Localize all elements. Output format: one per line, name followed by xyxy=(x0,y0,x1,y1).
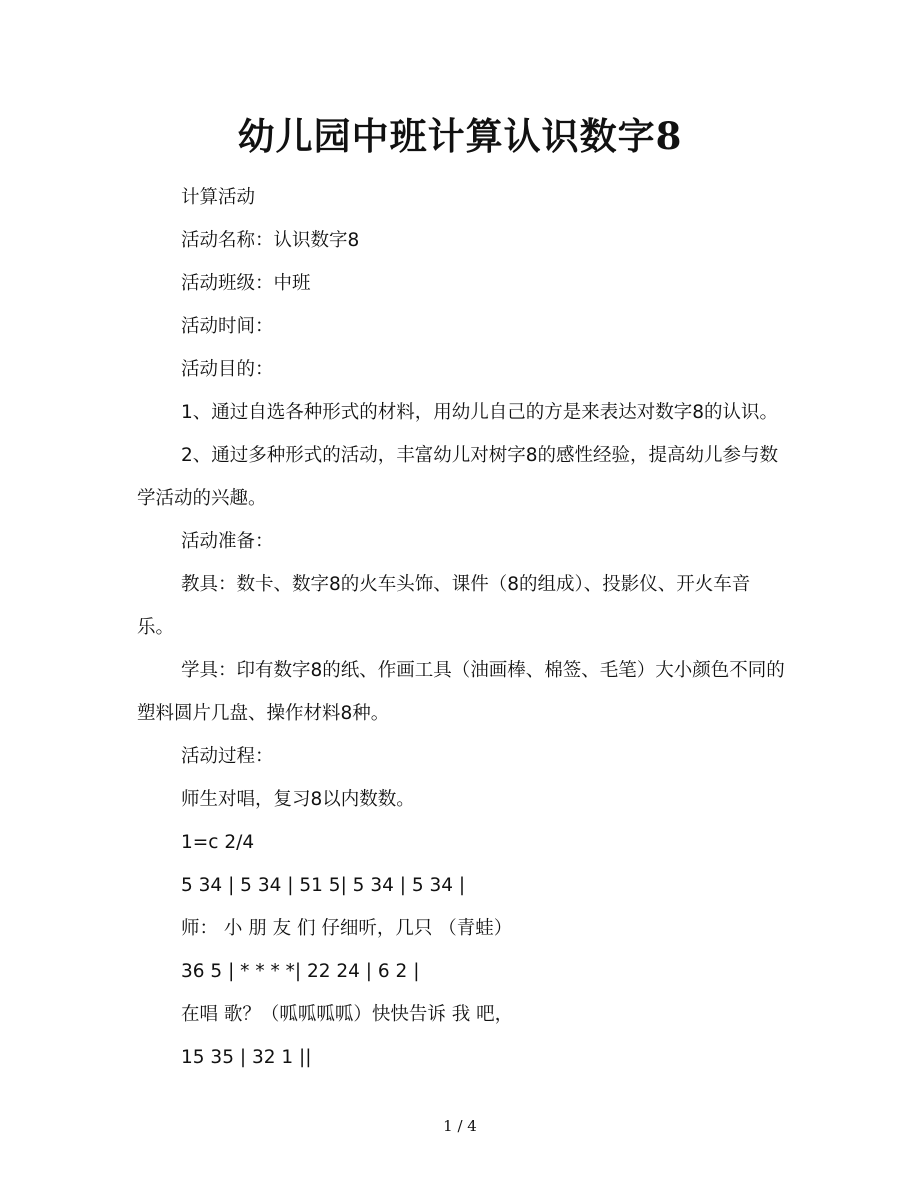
paragraph: 活动过程： xyxy=(181,746,274,767)
paragraph: 计算活动 xyxy=(181,187,256,208)
paragraph: 学具：印有数字8的纸、作画工具（油画棒、棉签、毛笔）大小颜色不同的塑料圆片几盘、操作材料8种。 xyxy=(137,660,785,724)
paragraph: 1、通过自选各种形式的材料，用幼儿自己的方是来表达对数字8的认识。 xyxy=(181,402,779,423)
paragraph: 5 34 | 5 34 | 51 5| 5 34 | 5 34 | xyxy=(181,875,466,896)
paragraph: 师生对唱，复习8以内数数。 xyxy=(181,789,415,810)
paragraph: 活动名称：认识数字8 xyxy=(181,230,360,251)
document-body xyxy=(137,176,787,1079)
paragraph: 2、通过多种形式的活动，丰富幼儿对树字8的感性经验，提高幼儿参与数学活动的兴趣。 xyxy=(137,445,779,509)
paragraph: 1=c 2/4 xyxy=(181,832,255,853)
paragraph: 教具：数卡、数字8的火车头饰、课件（8的组成）、投影仪、开火车音乐。 xyxy=(137,574,751,638)
document-title: 幼儿园中班计算认识数字8 xyxy=(237,114,683,158)
paragraph: 师： 小 朋 友 们 仔细听，几只 （青蛙） xyxy=(181,918,513,939)
paragraph: 活动目的： xyxy=(181,359,274,380)
paragraph: 活动准备： xyxy=(181,531,274,552)
page-indicator: 1 / 4 xyxy=(443,1117,477,1135)
paragraph: 36 5 | * * * *| 22 24 | 6 2 | xyxy=(181,961,420,982)
paragraph: 活动时间： xyxy=(181,316,274,337)
paragraph: 15 35 | 32 1 || xyxy=(181,1047,312,1068)
paragraph: 在唱 歌？（呱呱呱呱）快快告诉 我 吧， xyxy=(181,1004,514,1025)
paragraph: 活动班级：中班 xyxy=(181,273,311,294)
